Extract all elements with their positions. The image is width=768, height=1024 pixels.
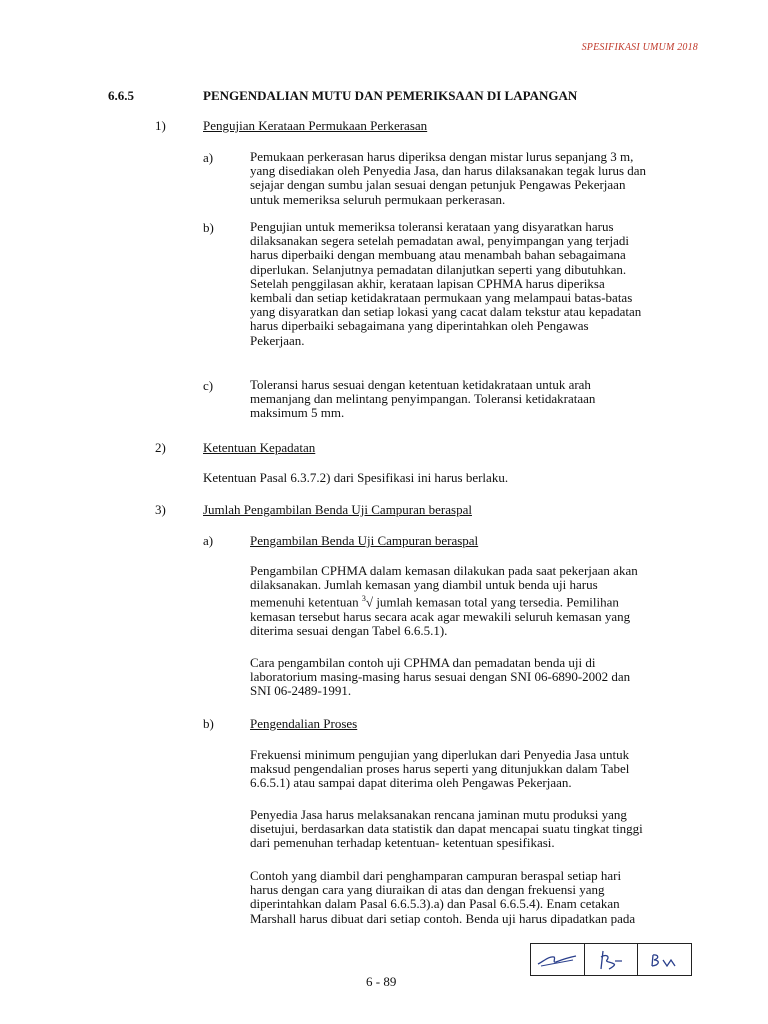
handwritten-initial-3-icon — [643, 949, 687, 971]
section-number: 6.6.5 — [108, 88, 134, 103]
item-3a-title: Pengambilan Benda Uji Campuran beraspal — [250, 533, 479, 548]
text-line: Setelah penggilasan akhir, kerataan lapisan CPHMA harus diperiksa — [250, 275, 605, 291]
text-line: dilaksanakan. Jumlah kemasan yang diambil untuk benda uji harus — [250, 577, 598, 593]
text-line — [250, 592, 638, 610]
text-line: Pengujian untuk memeriksa toleransi kerataan yang disyaratkan harus — [250, 219, 614, 234]
item-1-title: Pengujian Kerataan Permukaan Perkerasan — [203, 118, 428, 133]
text-line: harus diperbaiki dengan membuang atau menambah bahan sebagaimana — [250, 247, 626, 263]
item-3-number: 3) — [155, 502, 166, 517]
text-line: dari pemenuhan terhadap ketentuan- ketentuan spesifikasi. — [250, 835, 555, 851]
text-line: Pekerjaan. — [250, 332, 305, 348]
item-1a-label: a) — [203, 150, 214, 165]
text-line: memanjang dan melintang penyimpangan. Toleransi ketidakrataan — [250, 391, 596, 407]
handwritten-initial-2-icon — [589, 947, 633, 973]
item-3b-label: b) — [203, 716, 214, 731]
item-1b-label: b) — [203, 220, 214, 235]
text-line: Marshall harus dibuat dari setiap contoh. Benda uji harus dipadatkan pada — [250, 910, 636, 926]
text-line: kemasan tersebut harus secara acak agar mewakili seluruh kemasan yang — [250, 608, 631, 624]
text-line: diterima sesuai dengan Tabel 6.6.5.1). — [250, 623, 448, 639]
initial-cell-1 — [531, 944, 585, 975]
initial-cell-3 — [638, 944, 691, 975]
item-2-text: Ketentuan Pasal 6.3.7.2) dari Spesifikasi ini harus berlaku. — [203, 470, 509, 485]
item-1a-text — [250, 150, 646, 207]
text-line: harus diperbaiki sebagaimana yang diperintahkan oleh Pengawas — [250, 318, 589, 334]
text-line: Penyedia Jasa harus melaksanakan rencana jaminan mutu produksi yang — [250, 807, 627, 822]
text-line: yang disediakan oleh Penyedia Jasa, dan harus dilaksanakan tegak lurus dan — [250, 163, 647, 179]
item-1b-text — [250, 220, 641, 348]
cube-root-index: 3 — [361, 594, 366, 604]
text-line: yang disyaratkan dan setiap lokasi yang cacat dalam tekstur atau kepadatan — [250, 304, 642, 320]
text-line: untuk memeriksa seluruh permukaan perkerasan. — [250, 191, 506, 207]
item-3-title: Jumlah Pengambilan Benda Uji Campuran beraspal — [203, 502, 472, 517]
text-line: dilaksanakan segera setelah pemadatan awal, penyimpangan yang terjadi — [250, 233, 630, 249]
item-3b-title: Pengendalian Proses — [250, 716, 358, 731]
text-line: kembali dan setiap ketidakrataan permukaan yang melampaui batas-batas — [250, 290, 633, 306]
text-line: disetujui, berdasarkan data statistik dan dapat mencapai suatu tingkat tinggi — [250, 821, 643, 837]
text-line: laboratorium masing-masing harus sesuai dengan SNI 06-6890-2002 dan — [250, 669, 631, 685]
item-1c-label: c) — [203, 378, 214, 393]
text-line: diperintahkan dalam Pasal 6.6.5.3).a) dan Pasal 6.6.5.4). Enam cetakan — [250, 896, 620, 912]
text-line: sejajar dengan sumbu jalan sesuai dengan petunjuk Pengawas Pekerjaan — [250, 177, 626, 193]
item-2-title: Ketentuan Kepadatan — [203, 440, 316, 455]
text-line: Pemukaan perkerasan harus diperiksa dengan mistar lurus sepanjang 3 m, — [250, 149, 634, 164]
item-3a-paragraph-1 — [250, 564, 638, 638]
root-symbol: √ — [365, 594, 374, 610]
text-segment: memenuhi ketentuan — [250, 594, 362, 610]
text-segment: jumlah kemasan total yang tersedia. Pemilihan — [373, 594, 619, 610]
text-line: diperlukan. Selanjutnya pemadatan dilanjutkan seperti yang dibutuhkan. — [250, 261, 627, 277]
text-line: Contoh yang diambil dari penghamparan campuran beraspal setiap hari — [250, 868, 622, 883]
initial-cell-2 — [585, 944, 639, 975]
running-header: SPESIFIKASI UMUM 2018 — [581, 42, 698, 53]
text-line: Frekuensi minimum pengujian yang diperlukan dari Penyedia Jasa untuk — [250, 747, 630, 762]
item-1-number: 1) — [155, 118, 166, 133]
initials-box — [530, 943, 692, 976]
text-line: Pengambilan CPHMA dalam kemasan dilakukan pada saat pekerjaan akan — [250, 563, 638, 578]
item-2-number: 2) — [155, 440, 166, 455]
page-number: 6 - 89 — [366, 974, 397, 989]
text-line: SNI 06-2489-1991. — [250, 683, 352, 699]
section-title: PENGENDALIAN MUTU DAN PEMERIKSAAN DI LAPANGAN — [203, 88, 578, 103]
text-line: maksud pengendalian proses harus seperti yang ditunjukkan dalam Tabel — [250, 761, 630, 777]
text-line: 6.6.5.1) atau sampai dapat diterima oleh Pengawas Pekerjaan. — [250, 775, 572, 791]
text-line: Cara pengambilan contoh uji CPHMA dan pemadatan benda uji di — [250, 655, 596, 670]
text-line: maksimum 5 mm. — [250, 405, 345, 421]
item-3a-label: a) — [203, 533, 214, 548]
handwritten-initial-1-icon — [535, 949, 579, 971]
text-line: harus dengan cara yang diuraikan di atas dan dengan frekuensi yang — [250, 882, 605, 898]
item-3b-paragraph-2 — [250, 808, 643, 851]
item-3b-paragraph-3 — [250, 869, 635, 926]
item-3a-paragraph-2 — [250, 656, 630, 699]
item-1c-text — [250, 378, 595, 421]
item-3b-paragraph-1 — [250, 748, 629, 791]
text-line: Toleransi harus sesuai dengan ketentuan ketidakrataan untuk arah — [250, 377, 591, 392]
